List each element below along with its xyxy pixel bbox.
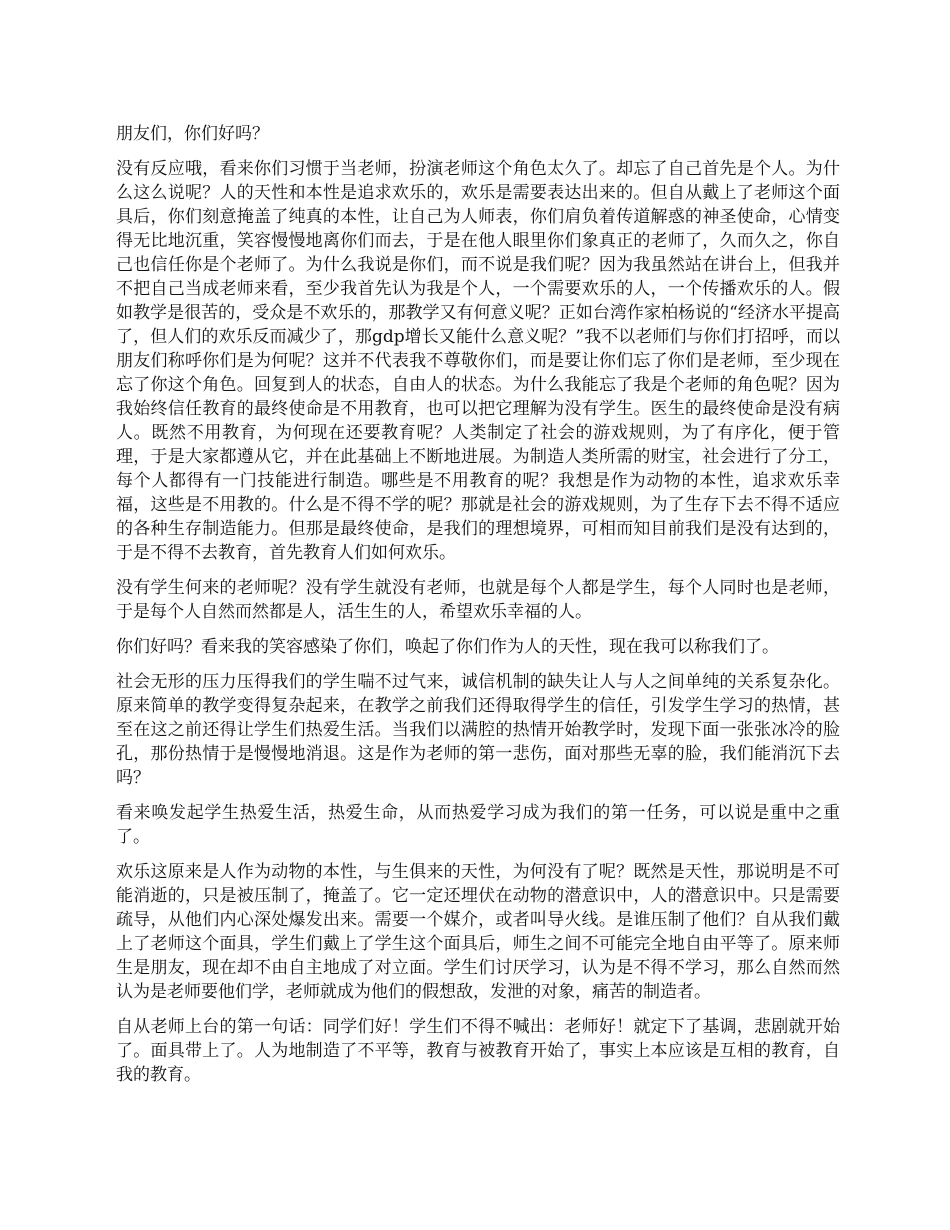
paragraph-no-students: 没有学生何来的老师呢？没有学生就没有老师，也就是每个人都是学生，每个人同时也是老师，于是每个人自然而然都是人，活生生的人，希望欢乐幸福的人。 (116, 578, 840, 622)
paragraph-teacher-role: 没有反应哦，看来你们习惯于当老师，扮演老师这个角色太久了。却忘了自己首先是个人。为什么这么说呢？人的天性和本性是追求欢乐的，欢乐是需要表达出来的。但自从戴上了老师这个面具后，你们刻意掩盖了纯真的本性，让自己为人师表，你们肩负着传道解惑的神圣使命，心情变得无比地沉重，笑容慢慢地离你们而去，于是在他人眼里你们象真正的老师了，久而久之，你自己也信任你是个老师了。为什么我说是你们，而不说是我们呢？因为我虽然站在讲台上，但我并不把自己当成老师来看，至少我首先认为我是个人，一个需要欢乐的人，一个传播欢乐的人。假如教学是很苦的，受众是不欢乐的，那教学又有何意义呢？正如台湾作家柏杨说的“经济水平提高了，但人们的欢乐反而减少了，那gdp增长又能什么意义呢？”我不以老师们与你们打招呼，而以朋友们称呼你们是为何呢？这并不代表我不尊敬你们，而是要让你们忘了你们是老师，至少现在忘了你这个角色。回复到人的状态，自由人的状态。为什么我能忘了我是个老师的角色呢？因为我始终信任教育的最终使命是不用教育，也可以把它理解为没有学生。医生的最终使命是没有病人。既然不用教育，为何现在还要教育呢？人类制定了社会的游戏规则，为了有序化，便于管理，于是大家都遵从它，并在此基础上不断地进展。为制造人类所需的财宝，社会进行了分工，每个人都得有一门技能进行制造。哪些是不用教育的呢？我想是作为动物的本性，追求欢乐幸福，这些是不用教的。什么是不得不学的呢？那就是社会的游戏规则，为了生存下去不得不适应的各种生存制造能力。但那是最终使命，是我们的理想境界，可相而知目前我们是没有达到的，于是不得不去教育，首先教育人们如何欢乐。 (116, 159, 840, 563)
paragraph-greeting: 朋友们，你们好吗？ (116, 124, 269, 144)
document-body (116, 122, 840, 1098)
paragraph-how-are-you: 你们好吗？看来我的笑容感染了你们，唤起了你们作为人的天性，现在我可以称我们了。 (116, 637, 779, 657)
paragraph-first-task: 看来唤发起学生热爱生活，热爱生命，从而热爱学习成为我们的第一任务，可以说是重中之重了。 (116, 803, 840, 847)
paragraph-first-sentence: 自从老师上台的第一句话：同学们好！学生们不得不喊出：老师好！就定下了基调，悲剧就开始了。面具带上了。人为地制造了不平等，教育与被教育开始了，事实上本应该是互相的教育，自我的教育。 (116, 1017, 840, 1085)
paragraph-social-pressure: 社会无形的压力压得我们的学生喘不过气来，诚信机制的缺失让人与人之间单纯的关系复杂化。原来简单的教学变得复杂起来，在教学之前我们还得取得学生的信任，引发学生学习的热情，甚至在这之前还得让学生们热爱生活。当我们以满腔的热情开始教学时，发现下面一张张冰冷的脸孔，那份热情于是慢慢地消退。这是作为老师的第一悲伤，面对那些无辜的脸，我们能消沉下去吗？ (116, 672, 840, 788)
paragraph-happiness-nature: 欢乐这原来是人作为动物的本性，与生俱来的天性，为何没有了呢？既然是天性，那说明是不可能消逝的，只是被压制了，掩盖了。它一定还埋伏在动物的潜意识中，人的潜意识中。只是需要疏导，从他们内心深处爆发出来。需要一个媒介，或者叫导火线。是谁压制了他们？自从我们戴上了老师这个面具，学生们戴上了学生这个面具后，师生之间不可能完全地自由平等了。原来师生是朋友，现在却不由自主地成了对立面。学生们讨厌学习，认为是不得不学习，那么自然而然认为是老师要他们学，老师就成为他们的假想敌，发泄的对象，痛苦的制造者。 (116, 862, 840, 1002)
